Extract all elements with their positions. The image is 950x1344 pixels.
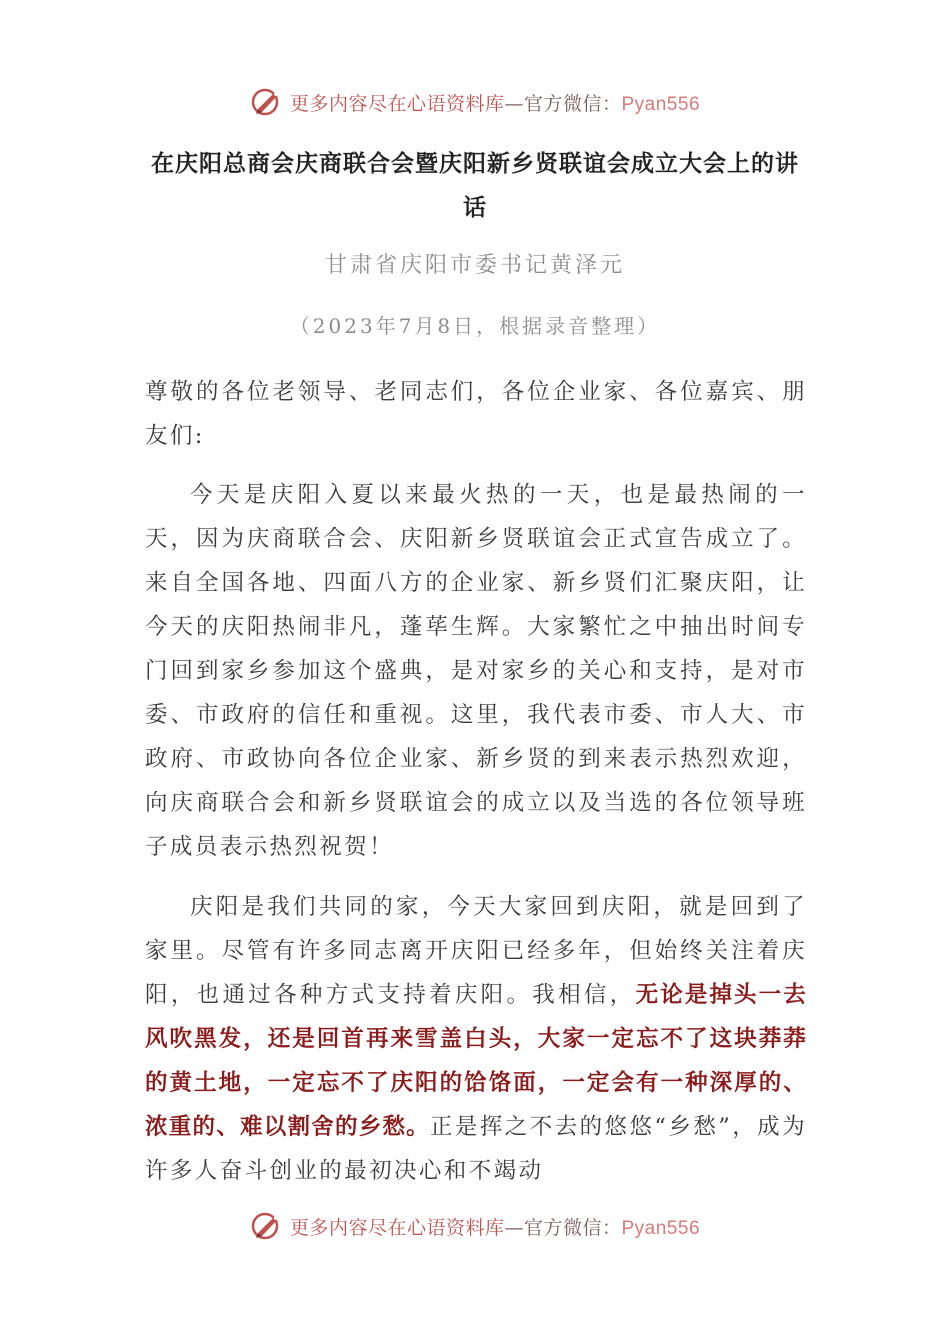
watermark-header [0, 82, 950, 122]
paragraph-2-intro: 庆阳是我们共同的家，今天大家回到庆阳，就是回到了家里。尽管有许多同志离开庆阳已经多年，但始终关注着庆阳，也通过各种方式支持着庆阳。我相信， [145, 894, 807, 1008]
document-author: 甘肃省庆阳市委书记黄泽元 [324, 253, 625, 278]
watermark-wechat-id: Pyan556 [621, 1217, 701, 1239]
paragraph-1: 今天是庆阳入夏以来最火热的一天，也是最热闹的一天，因为庆商联合会、庆阳新乡贤联谊会正式宣告成立了。来自全国各地、四面八方的企业家、新乡贤们汇聚庆阳，让今天的庆阳热闹非凡，蓬荜生辉。大家繁忙之中抽出时间专门回到家乡参加这个盛典，是对家乡的关心和支持，是对市委、市政府的信任和重视。这里，我代表市委、市人大、市政府、市政协向各位企业家、新乡贤的到来表示热烈欢迎，向庆商联合会和新乡贤联谊会的成立以及当选的各位领导班子成员表示热烈祝贺！ [145, 482, 807, 860]
watermark-dash: — [504, 1216, 524, 1239]
pen-circle-logo-icon [250, 85, 284, 119]
paragraph-2 [145, 885, 807, 1193]
watermark-text [290, 89, 700, 116]
watermark-text [290, 1213, 700, 1240]
watermark-footer [0, 1206, 950, 1246]
watermark-main: 更多内容尽在心语资料库 [289, 92, 505, 115]
watermark-wechat-id: Pyan556 [621, 93, 701, 115]
watermark-dash: — [504, 92, 524, 115]
pen-circle-logo-icon [250, 1209, 284, 1243]
paragraph-2-continuation: 正是挥之不去的悠悠“乡愁”，成为许多人奋斗创业的最初决心和不竭动 [145, 1114, 808, 1184]
greeting-paragraph: 尊敬的各位老领导、老同志们，各位企业家、各位嘉宾、朋友们: [145, 379, 807, 449]
document-title: 在庆阳总商会庆商联合会暨庆阳新乡贤联谊会成立大会上的讲话 [151, 151, 799, 221]
watermark-official: 官方微信： [523, 92, 622, 115]
watermark-official: 官方微信： [523, 1216, 622, 1239]
document-date-note: （2023年7月8日，根据录音整理） [289, 314, 661, 338]
watermark-main: 更多内容尽在心语资料库 [289, 1216, 505, 1239]
paragraph-2-emphasis: 无论是掉头一去风吹黑发，还是回首再来雪盖白头，大家一定忘不了这块莽莽的黄土地，一定忘不了庆阳的饸饹面，一定会有一种深厚的、浓重的、难以割舍的乡愁。 [145, 982, 807, 1140]
